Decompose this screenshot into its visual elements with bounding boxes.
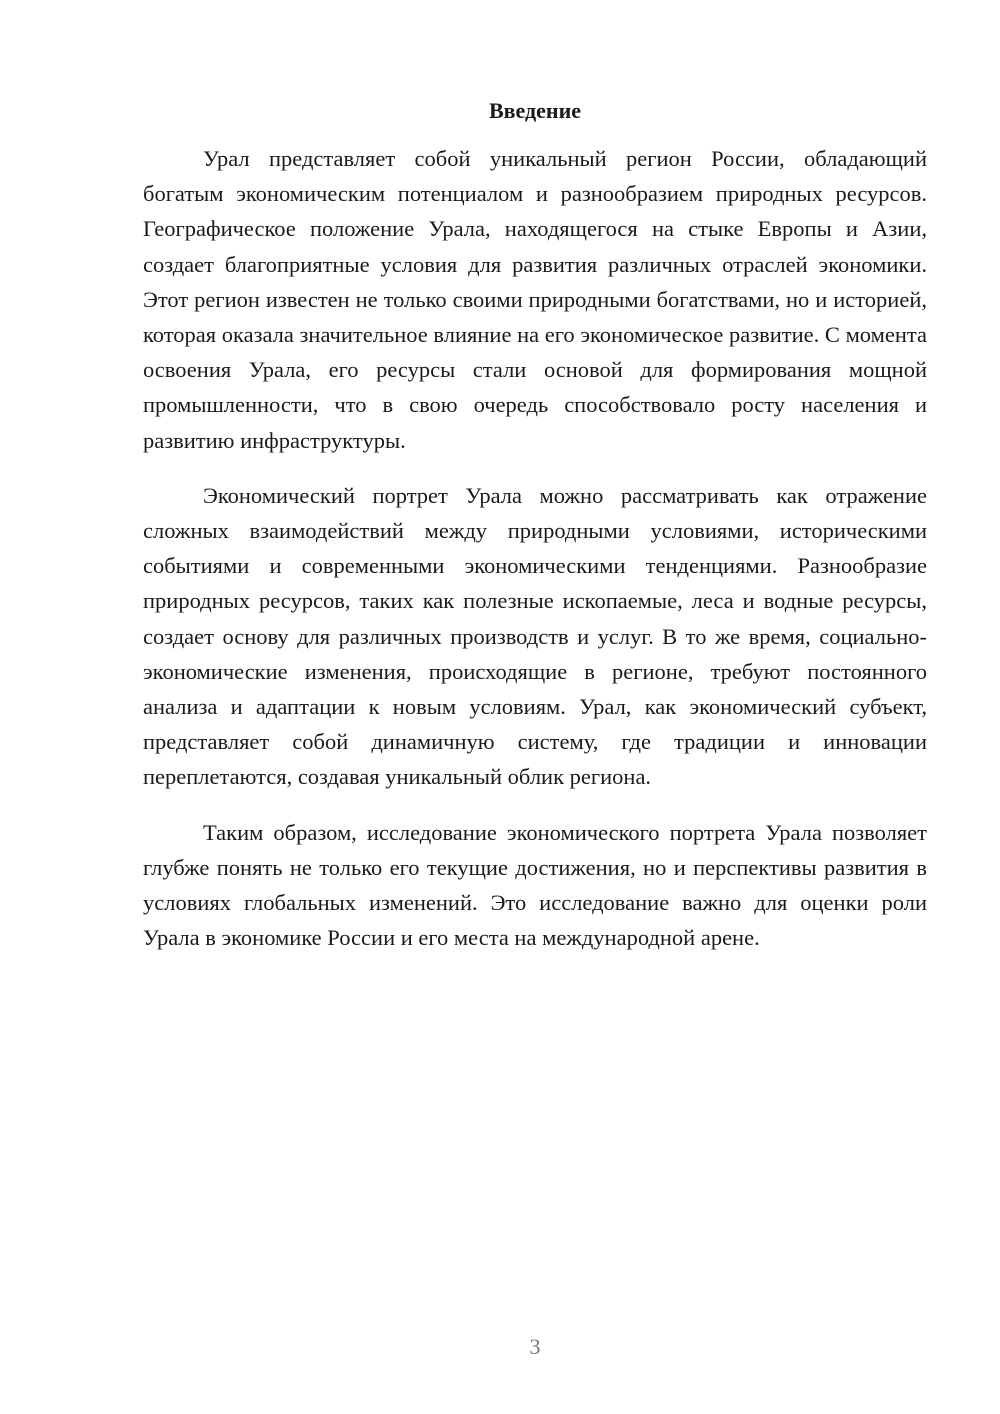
section-heading: Введение [488, 98, 582, 123]
page-number: 3 [529, 1334, 541, 1359]
paragraph-2: Экономический портрет Урала можно рассматривать как отражение сложных взаимодействий между природными условиями, историческими событиями и современными экономическими тенденциями. Разнообразие природных ресурсов, таких как полезные ископаемые, леса и водные ресурсы, создает основу для различных производств и услуг. В то же время, социально-экономические изменения, происходящие в регионе, требуют постоянного анализа и адаптации к новым условиям. Урал, как экономический субъект, представляет собой динамичную систему, где традиции и инновации переплетаются, создавая уникальный облик региона. [143, 482, 927, 790]
paragraph-3: Таким образом, исследование экономического портрета Урала позволяет глубже понять не только его текущие достижения, но и перспективы развития в условиях глобальных изменений. Это исследование важно для оценки роли Урала в экономике России и его места на международной арене. [143, 819, 927, 951]
body-text [143, 141, 927, 975]
paragraph-1: Урал представляет собой уникальный регион России, обладающий богатым экономическим потенциалом и разнообразием природных ресурсов. Географическое положение Урала, находящегося на стыке Европы и Азии, создает благоприятные условия для развития различных отраслей экономики. Этот регион известен не только своими природными богатствами, но и историей, которая оказала значительное влияние на его экономическое развитие. С момента освоения Урала, его ресурсы стали основой для формирования мощной промышленности, что в свою очередь способствовало росту населения и развитию инфраструктуры. [143, 146, 927, 453]
